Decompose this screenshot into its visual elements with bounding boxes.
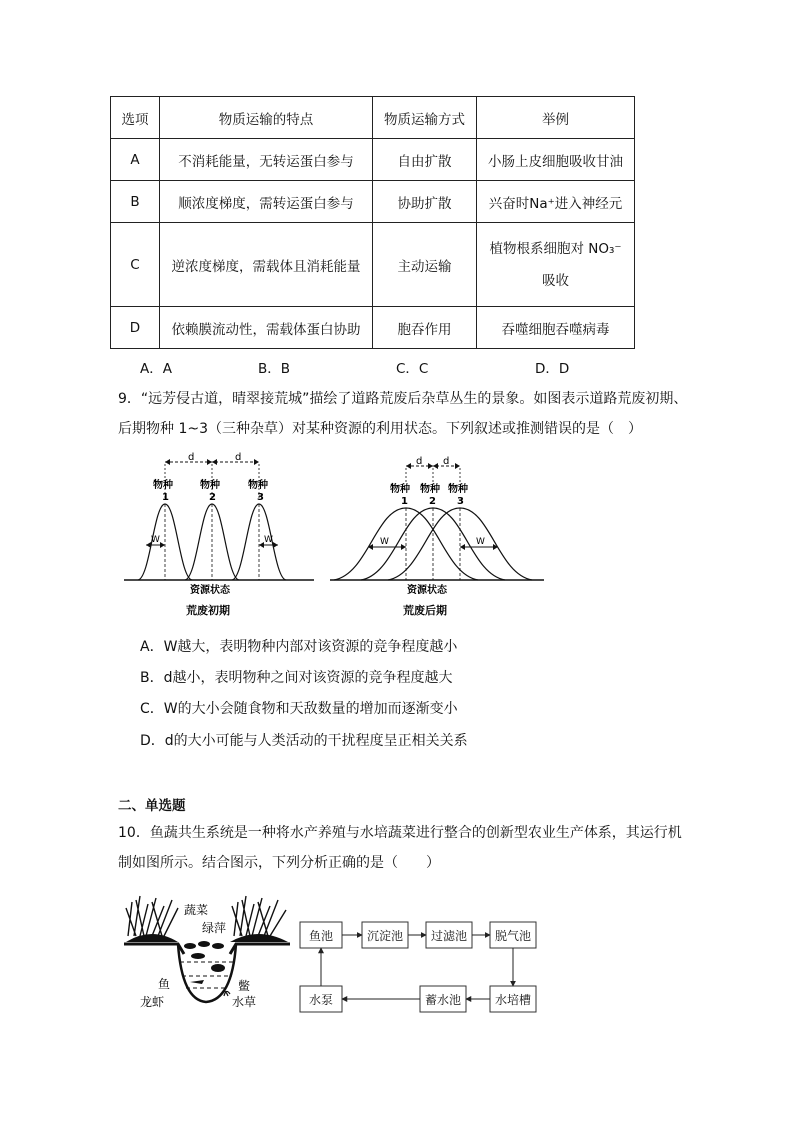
q9-option-d[interactable]: D．d的大小可能与人类活动的干扰程度呈正相关关系 — [140, 733, 468, 749]
svg-text:水泵: 水泵 — [308, 993, 334, 1007]
aquaponics-flowchart — [296, 914, 540, 1018]
table-row: D 依赖膜流动性，需载体蛋白协助 胞吞作用 吞噬细胞吞噬病毒 — [111, 307, 635, 349]
early-w2-label: W — [264, 535, 273, 545]
q10-stem-line1: 10．鱼蔬共生系统是一种将水产养殖与水培蔬菜进行整合的创新型农业生产体系，其运行机 — [118, 825, 682, 841]
aquaponics-pond-illustration — [122, 892, 292, 1016]
late-d1-label: d — [416, 456, 423, 467]
early-period-chart — [124, 452, 314, 617]
header-option: 选项 — [111, 97, 160, 139]
label-crayfish: 龙虾 — [140, 995, 165, 1009]
label-waterweed: 水草 — [232, 995, 257, 1009]
early-d1-label: d — [188, 452, 195, 463]
duckweed-icon — [184, 941, 224, 949]
svg-text:水培槽: 水培槽 — [494, 993, 532, 1007]
q8-option-b[interactable]: B．B — [258, 361, 291, 377]
q9-option-a[interactable]: A．W越大，表明物种内部对该资源的竞争程度越小 — [140, 639, 458, 655]
vegetable-right-icon — [232, 896, 286, 936]
early-caption: 荒废初期 — [186, 604, 230, 617]
vegetable-left-icon — [126, 896, 178, 936]
svg-text:过滤池: 过滤池 — [430, 929, 468, 943]
svg-text:3: 3 — [457, 496, 464, 507]
late-axis-label: 资源状态 — [407, 585, 447, 596]
crayfish-icon — [190, 980, 204, 984]
q8-option-d[interactable]: D．D — [535, 361, 570, 377]
q9-stem-line1: 9．“远芳侵古道，晴翠接荒城”描绘了道路荒废后杂草丛生的景象。如图表示道路荒废初期、 — [118, 391, 688, 407]
header-example: 举例 — [477, 97, 635, 139]
q10-stem-line2: 制如图所示。结合图示，下列分析正确的是（ ） — [118, 855, 440, 871]
svg-text:1: 1 — [162, 492, 169, 503]
early-d2-label: d — [235, 452, 242, 463]
late-caption: 荒废后期 — [403, 604, 447, 617]
svg-text:2: 2 — [209, 492, 216, 503]
late-w1-label: W — [380, 537, 389, 547]
early-axis-label: 资源状态 — [190, 585, 230, 596]
table-row: B 顺浓度梯度，需转运蛋白参与 协助扩散 兴奋时Na⁺进入神经元 — [111, 181, 635, 223]
svg-text:2: 2 — [429, 496, 436, 507]
label-fish: 鱼 — [158, 977, 171, 991]
late-d2-label: d — [443, 456, 450, 467]
q9-option-c[interactable]: C．W的大小会随食物和天敌数量的增加而逐渐变小 — [140, 701, 458, 717]
label-vegetable: 蔬菜 — [184, 903, 209, 917]
late-species-1-label: 物种 — [390, 484, 410, 495]
svg-text:脱气池: 脱气池 — [494, 929, 532, 943]
table-row: A 不消耗能量，无转运蛋白参与 自由扩散 小肠上皮细胞吸收甘油 — [111, 139, 635, 181]
late-species-3-label: 物种 — [448, 484, 468, 495]
table-row: C 逆浓度梯度，需载体且消耗能量 主动运输 植物根系细胞对 NO₃⁻ 吸收 — [111, 223, 635, 307]
svg-text:鱼池: 鱼池 — [308, 929, 334, 943]
svg-text:1: 1 — [401, 496, 408, 507]
turtle-icon — [211, 964, 225, 972]
early-species-1-label: 物种 — [153, 480, 173, 491]
fish-icon — [191, 953, 205, 959]
label-turtle: 鳖 — [238, 979, 251, 993]
early-w1-label: W — [151, 535, 160, 545]
late-w2-label: W — [476, 537, 485, 547]
q8-option-a[interactable]: A．A — [140, 361, 172, 377]
header-feature: 物质运输的特点 — [160, 97, 373, 139]
q9-option-b[interactable]: B．d越小，表明物种之间对该资源的竞争程度越大 — [140, 670, 453, 686]
early-species-3-label: 物种 — [248, 480, 268, 491]
q9-stem-line2: 后期物种 1~3（三种杂草）对某种资源的利用状态。下列叙述或推测错误的是（ ） — [118, 421, 642, 437]
header-method: 物质运输方式 — [373, 97, 477, 139]
q9-resource-figure — [118, 452, 548, 624]
q8-option-c[interactable]: C．C — [396, 361, 429, 377]
svg-text:3: 3 — [257, 492, 264, 503]
late-period-chart — [330, 456, 544, 617]
svg-text:沉淀池: 沉淀池 — [366, 929, 404, 943]
label-duckweed: 绿萍 — [202, 921, 227, 935]
late-species-2-label: 物种 — [420, 484, 440, 495]
transport-table — [110, 96, 635, 349]
early-species-2-label: 物种 — [200, 480, 220, 491]
section-heading: 二、单选题 — [118, 798, 186, 814]
svg-text:蓄水池: 蓄水池 — [424, 993, 462, 1007]
